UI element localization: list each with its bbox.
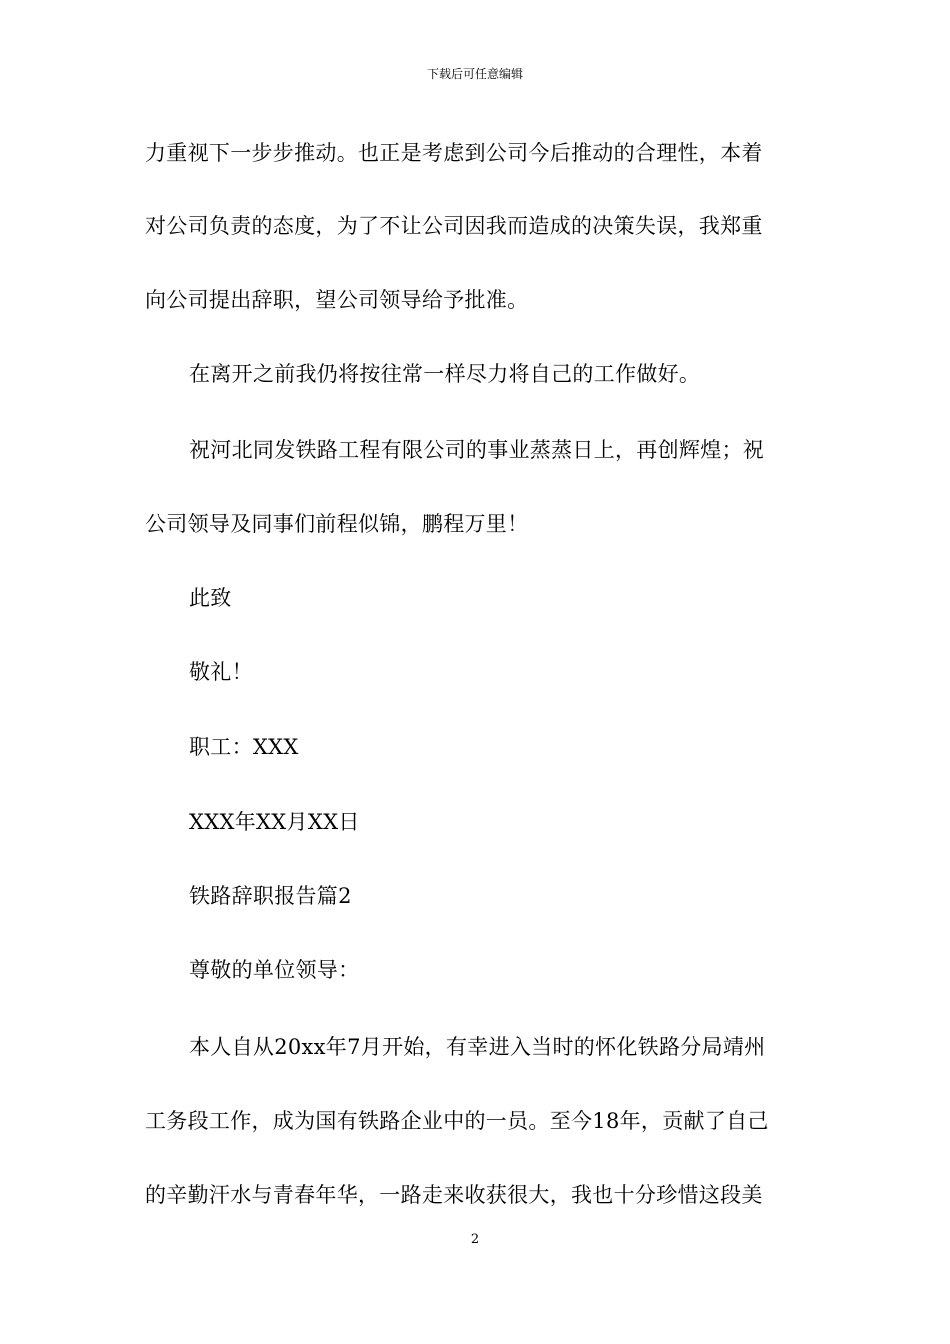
paragraph-line: 本人自从20xx年7月开始，有幸进入当时的怀化铁路分局靖州 [189, 1035, 766, 1059]
section-title: 铁路辞职报告篇2 [189, 884, 352, 908]
paragraph-line: 在离开之前我仍将按往常一样尽力将自己的工作做好。 [189, 362, 701, 386]
closing-regards: 敬礼！ [189, 660, 253, 684]
paragraph-line: 公司领导及同事们前程似锦，鹏程万里！ [145, 512, 529, 536]
paragraph-line: 的辛勤汗水与青春年华，一路走来收获很大，我也十分珍惜这段美 [145, 1183, 763, 1207]
paragraph-line: 对公司负责的态度，为了不让公司因我而造成的决策失误，我郑重 [145, 214, 763, 238]
greeting: 尊敬的单位领导： [189, 958, 360, 982]
signature-name: 职工：XXX [189, 735, 299, 759]
paragraph-line: 工务段工作，成为国有铁路企业中的一员。至今18年，贡献了自己 [145, 1109, 769, 1133]
paragraph-line: 力重视下一步步推动。也正是考虑到公司今后推动的合理性，本着 [145, 141, 763, 165]
signature-date: XXX年XX月XX日 [189, 810, 360, 834]
paragraph-line: 祝河北同发铁路工程有限公司的事业蒸蒸日上，再创辉煌；祝 [189, 438, 765, 462]
page-number: 2 [470, 1232, 480, 1247]
page-header: 下载后可任意编辑 [426, 67, 523, 81]
paragraph-line: 向公司提出辞职，望公司领导给予批准。 [145, 288, 529, 312]
closing-salutation: 此致 [189, 586, 232, 610]
